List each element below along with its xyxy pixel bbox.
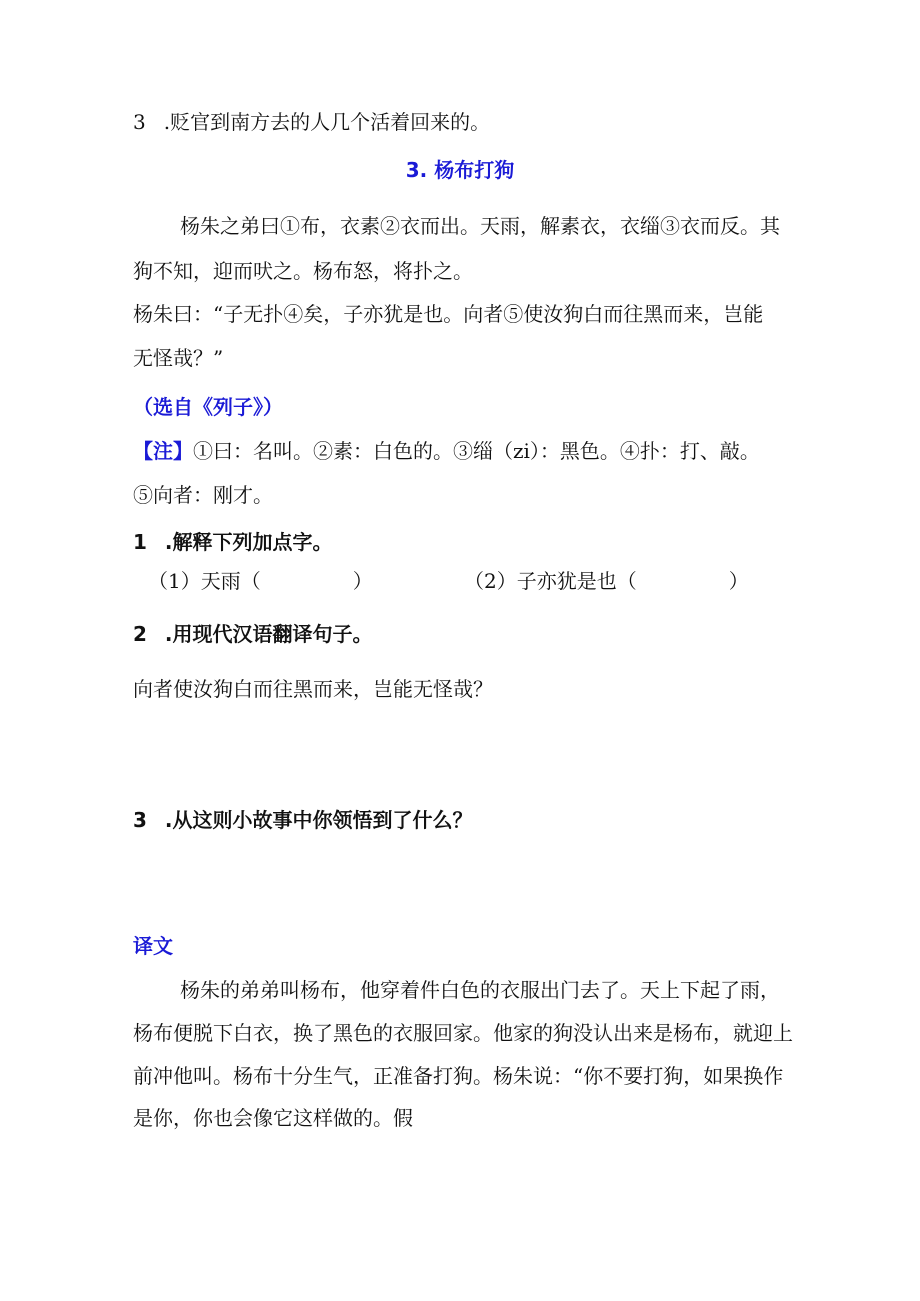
question-1 (133, 528, 333, 556)
prev-question-number: 3 (133, 110, 146, 134)
question-3-text: .从这则小故事中你领悟到了什么？ (164, 808, 473, 832)
question-1-number: 1 (133, 530, 147, 554)
notes-text-1: ①曰：名叫。②素：白色的。③缁（zi）：黑色。④扑：打、敲。 (193, 439, 760, 463)
question-1-item-2 (464, 567, 749, 595)
passage-line-3: 杨朱曰：“子无扑④矣，子亦犹是也。向者⑤使汝狗白而往黑而来，岂能 (133, 302, 764, 326)
passage-line-1: 杨朱之弟曰①布，衣素②衣而出。天雨，解素衣，衣缁③衣而反。其 (180, 214, 780, 238)
question-2-text: .用现代汉语翻译句子。 (164, 622, 373, 646)
notes-label: 【注】 (133, 439, 193, 463)
story-title: 3. 杨布打狗 (405, 158, 515, 182)
notes-line-1 (133, 437, 760, 465)
passage-line-2: 狗不知，迎而吠之。杨布怒，将扑之。 (133, 259, 473, 283)
item-1-open: （1）天雨（ (148, 569, 261, 593)
question-3-answer-area[interactable] (133, 845, 783, 925)
translation-line-4: 是你，你也会像它这样做的。假 (133, 1106, 413, 1130)
question-3 (133, 806, 473, 834)
translation-line-2: 杨布便脱下白衣，换了黑色的衣服回家。他家的狗没认出来是杨布，就迎上 (133, 1021, 793, 1045)
question-2-sentence: 向者使汝狗白而往黑而来，岂能无怪哉？ (133, 677, 493, 701)
translation-heading: 译文 (133, 934, 173, 958)
prev-question-text: .贬官到南方去的人几个活着回来的。 (163, 110, 491, 134)
source-citation: （选自《列子》） (133, 395, 283, 419)
question-1-text: .解释下列加点字。 (164, 530, 333, 554)
notes-line-2: ⑤向者：刚才。 (133, 483, 273, 507)
item-2-close: ） (728, 569, 749, 593)
question-2-number: 2 (133, 622, 147, 646)
question-3-number: 3 (133, 808, 147, 832)
item-1-close: ） (352, 569, 373, 593)
translation-line-1: 杨朱的弟弟叫杨布，他穿着件白色的衣服出门去了。天上下起了雨， (180, 978, 780, 1002)
prev-question-3 (133, 108, 490, 136)
question-2-answer-area[interactable] (133, 712, 783, 802)
translation-line-3: 前冲他叫。杨布十分生气，正准备打狗。杨朱说：“你不要打狗，如果换作 (133, 1064, 784, 1088)
passage-line-4: 无怪哉？” (133, 346, 224, 370)
question-1-item-1 (148, 567, 373, 595)
question-2 (133, 620, 373, 648)
item-2-open: （2）子亦犹是也（ (464, 569, 637, 593)
